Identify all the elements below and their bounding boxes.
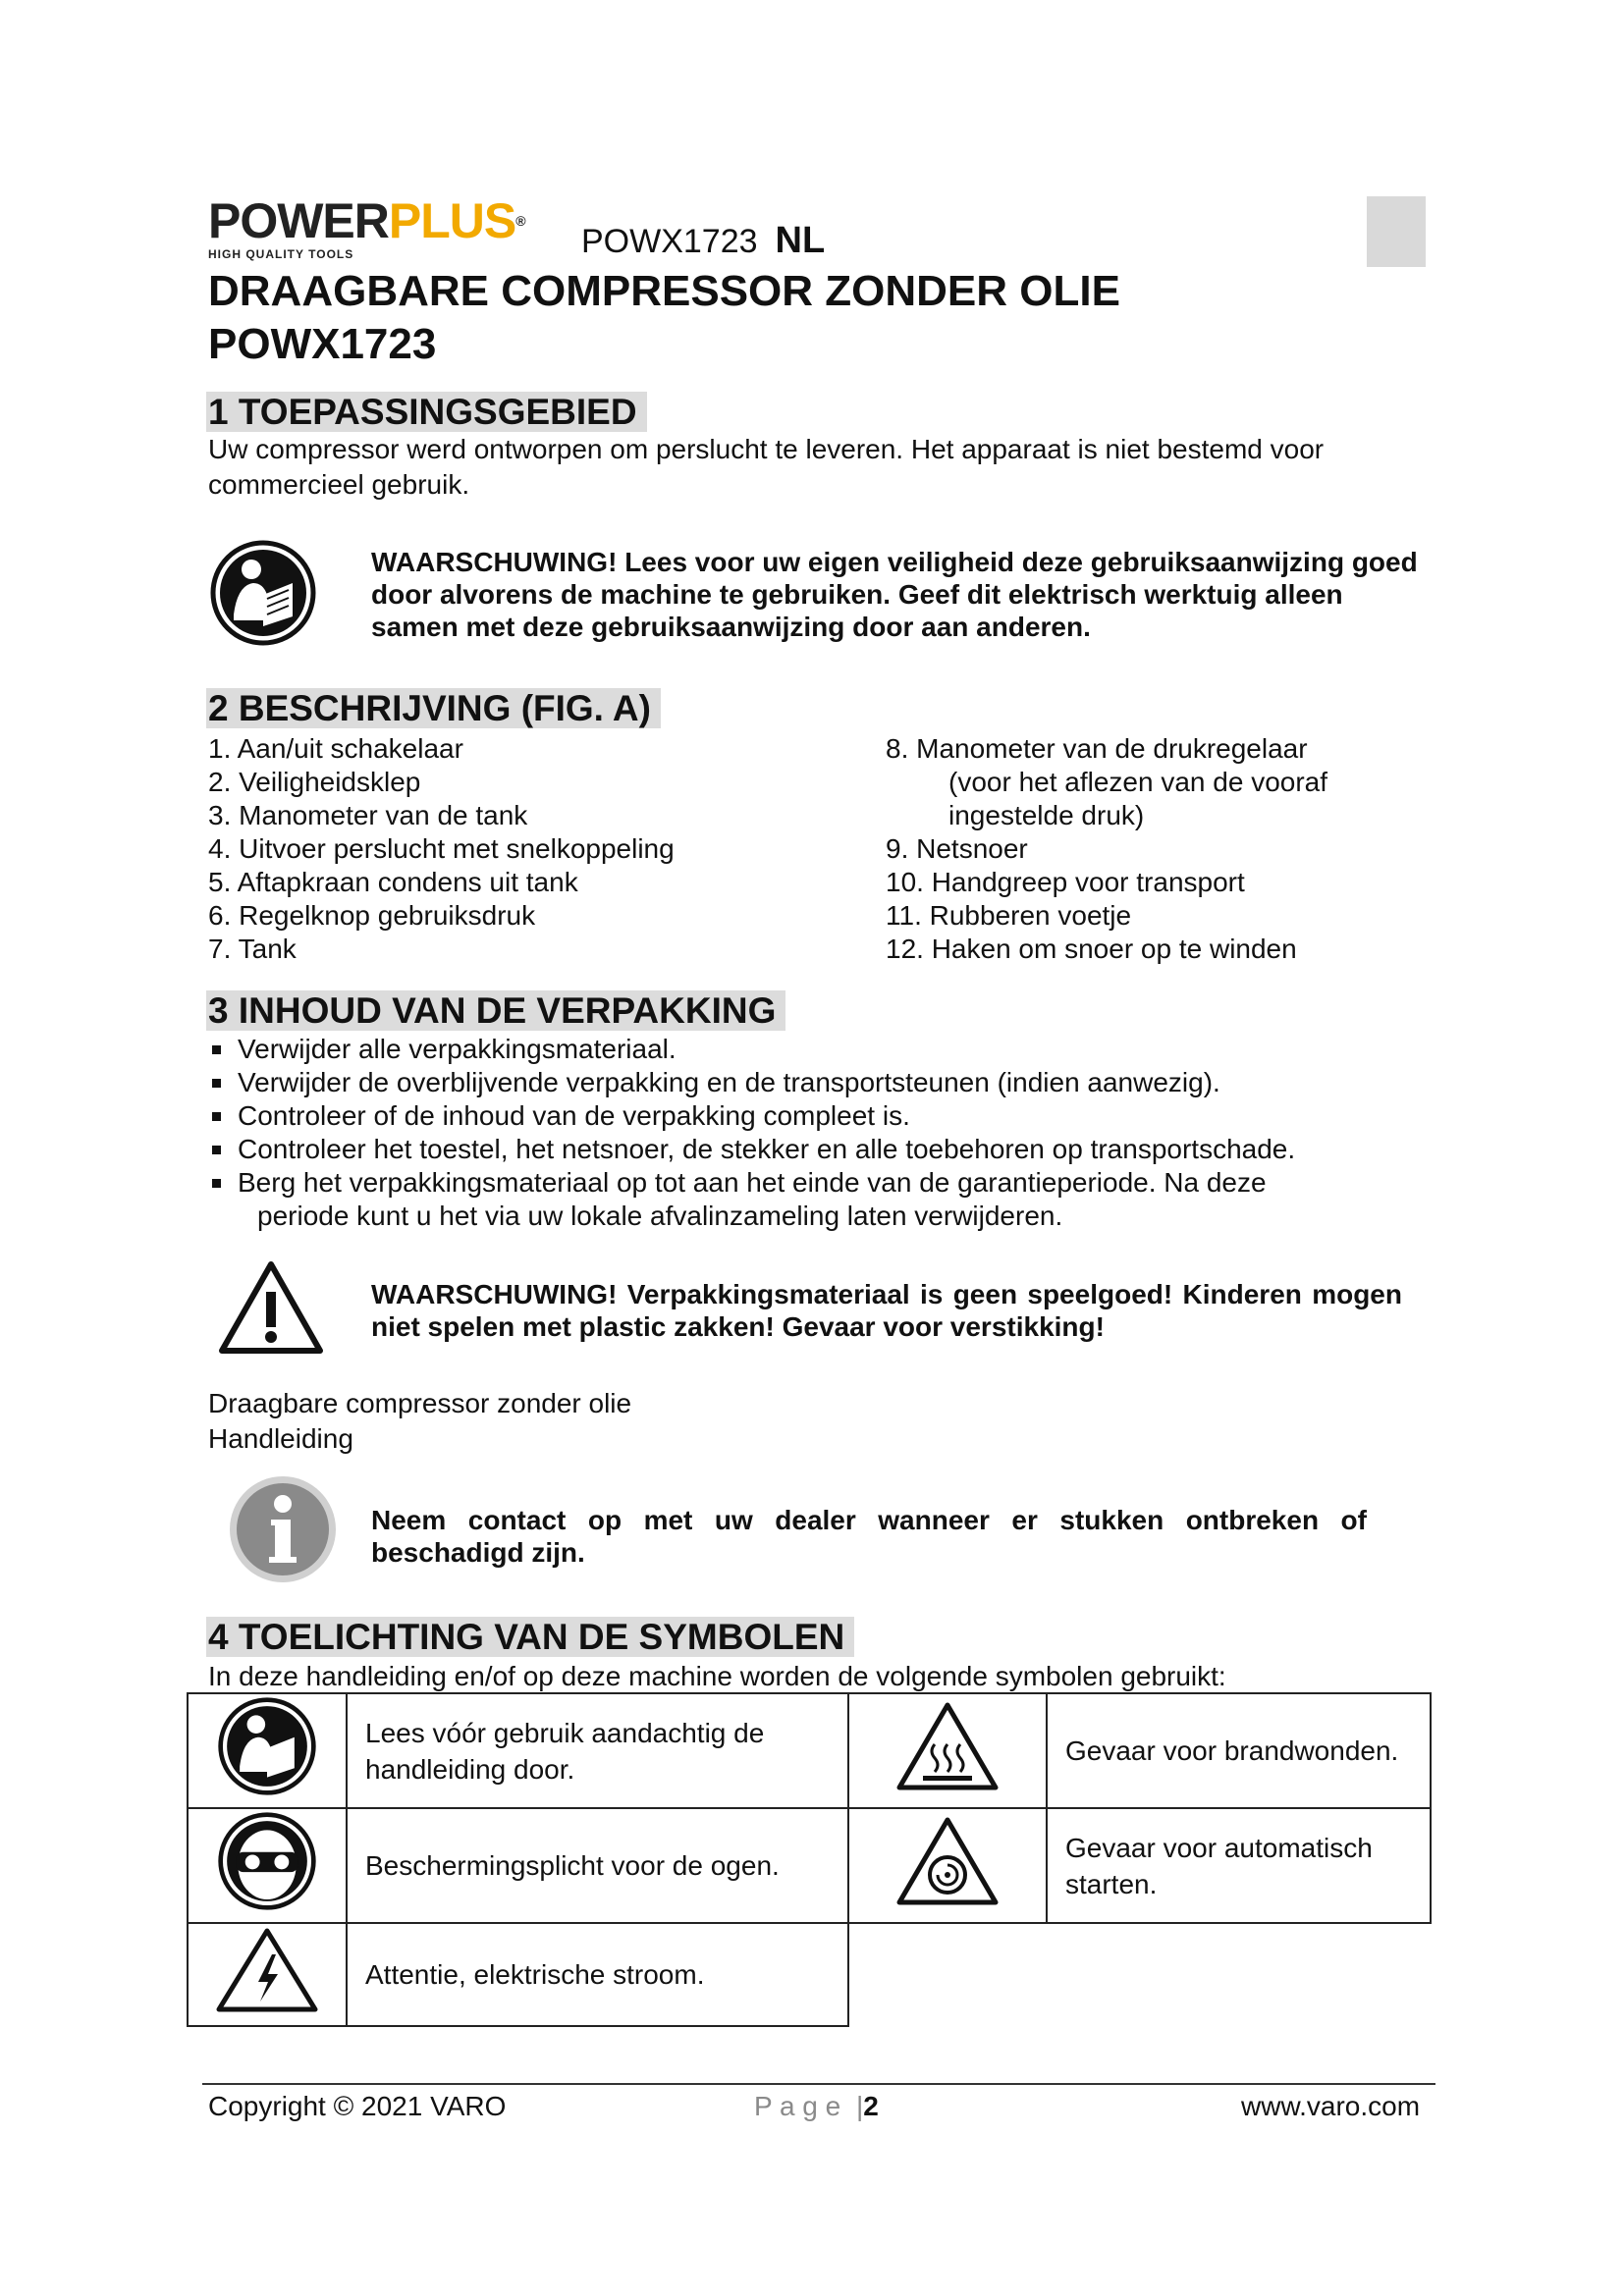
footer-website: www.varo.com <box>1241 2091 1421 2121</box>
part-item: 4. Uitvoer perslucht met snelkoppeling <box>208 833 675 864</box>
symbol-description: Gevaar voor automatisch starten. <box>1047 1808 1431 1923</box>
part-item-continuation: (voor het aflezen van de vooraf <box>948 767 1328 797</box>
section-heading-3: 3 INHOUD VAN DE VERPAKKING <box>206 990 785 1031</box>
brand-logo <box>208 193 562 265</box>
part-item: 2. Veiligheidsklep <box>208 767 421 797</box>
footer-page <box>754 2091 879 2122</box>
contents-item-1: Draagbare compressor zonder olie <box>208 1388 632 1418</box>
symbols-table <box>187 1692 1432 2027</box>
symbol-description: Beschermingsplicht voor de ogen. <box>347 1808 848 1923</box>
read-manual-icon <box>216 1695 318 1797</box>
logo-text-power: POWER <box>208 193 389 248</box>
section-heading-1: 1 TOEPASSINGSGEBIED <box>206 392 647 432</box>
part-item: 10. Handgreep voor transport <box>886 867 1245 897</box>
eye-protection-icon <box>216 1810 318 1912</box>
read-manual-icon <box>208 538 318 648</box>
empty-cell <box>848 1923 1047 2026</box>
model-number: POWX1723 <box>581 223 758 260</box>
list-item: Verwijder de overblijvende verpakking en de transportsteunen (indien aanwezig). <box>208 1066 1445 1099</box>
document-title <box>208 265 1120 371</box>
hot-surface-icon <box>893 1699 1001 1793</box>
table-row <box>188 1693 1431 1808</box>
symbol-cell <box>848 1693 1047 1808</box>
list-item-line: periode kunt u het via uw lokale afvalinzameling laten verwijderen. <box>257 1201 1063 1231</box>
language-code: NL <box>775 220 826 261</box>
section1-warning: WAARSCHUWING! Lees voor uw eigen veiligheid deze gebruiksaanwijzing goed door alvorens de machine te gebruiken. Geef dit elektrisch werktuig alleen samen met deze gebruiksaanwijzing door aan anderen. <box>371 547 1418 642</box>
parts-list-left <box>208 732 675 966</box>
contents-item-2: Handleiding <box>208 1423 353 1454</box>
part-item: 1. Aan/uit schakelaar <box>208 733 463 764</box>
registered-mark: ® <box>515 213 525 229</box>
table-row <box>188 1923 1431 2026</box>
info-note: Neem contact op met uw dealer wanneer er stukken ontbreken of beschadigd zijn. <box>371 1505 1367 1568</box>
part-item: 12. Haken om snoer op te winden <box>886 934 1297 964</box>
list-item-line: Berg het verpakkingsmateriaal op tot aan het einde van de garantieperiode. Na deze <box>238 1167 1267 1198</box>
packaging-checklist <box>208 1033 1445 1233</box>
info-icon <box>228 1474 338 1584</box>
parts-list-right <box>886 732 1327 966</box>
page-separator: | <box>856 2091 864 2121</box>
page-tab-marker <box>1367 196 1426 267</box>
list-item: Verwijder alle verpakkingsmateriaal. <box>208 1033 1445 1066</box>
part-item: 8. Manometer van de drukregelaar <box>886 733 1308 764</box>
automatic-start-icon <box>893 1814 1001 1908</box>
list-item: Controleer of de inhoud van de verpakking compleet is. <box>208 1099 1445 1133</box>
symbol-cell <box>188 1923 347 2026</box>
page-label: P a g e <box>754 2091 841 2121</box>
list-item: Controleer het toestel, het netsnoer, de stekker en alle toebehoren op transportschade. <box>208 1133 1445 1166</box>
logo-tagline: HIGH QUALITY TOOLS <box>208 247 354 261</box>
table-row <box>188 1808 1431 1923</box>
symbol-cell <box>188 1693 347 1808</box>
part-item: 3. Manometer van de tank <box>208 800 528 830</box>
warning-triangle-icon <box>216 1258 326 1357</box>
part-item-continuation: ingestelde druk) <box>948 800 1145 830</box>
list-item <box>208 1166 1445 1233</box>
section1-text: Uw compressor werd ontworpen om perslucht te leveren. Het apparaat is niet bestemd voor commercieel gebruik. <box>208 434 1325 500</box>
section3-warning: WAARSCHUWING! Verpakkingsmateriaal is geen speelgoed! Kinderen mogen niet spelen met plastic zakken! Gevaar voor verstikking! <box>371 1279 1402 1342</box>
part-item: 11. Rubberen voetje <box>886 900 1132 931</box>
electric-hazard-icon <box>213 1925 321 2015</box>
symbol-cell <box>848 1808 1047 1923</box>
symbol-cell <box>188 1808 347 1923</box>
part-item: 7. Tank <box>208 934 297 964</box>
part-item: 9. Netsnoer <box>886 833 1028 864</box>
symbol-description: Attentie, elektrische stroom. <box>347 1923 848 2026</box>
part-item: 5. Aftapkraan condens uit tank <box>208 867 578 897</box>
header-model <box>581 220 825 262</box>
section-heading-4: 4 TOELICHTING VAN DE SYMBOLEN <box>206 1617 854 1657</box>
empty-cell <box>1047 1923 1431 2026</box>
symbols-intro: In deze handleiding en/of op deze machine worden de volgende symbolen gebruikt: <box>208 1661 1226 1691</box>
footer-copyright: Copyright © 2021 VARO <box>208 2091 507 2121</box>
symbol-description: Lees vóór gebruik aandachtig de handleiding door. <box>347 1693 848 1808</box>
section-heading-2: 2 BESCHRIJVING (FIG. A) <box>206 688 661 728</box>
page-number: 2 <box>863 2091 879 2121</box>
title-line-1: DRAAGBARE COMPRESSOR ZONDER OLIE <box>208 267 1120 315</box>
title-line-2: POWX1723 <box>208 320 437 368</box>
symbol-description: Gevaar voor brandwonden. <box>1047 1693 1431 1808</box>
footer-divider <box>202 2083 1435 2085</box>
part-item: 6. Regelknop gebruiksdruk <box>208 900 536 931</box>
logo-text-plus: PLUS <box>388 193 516 248</box>
